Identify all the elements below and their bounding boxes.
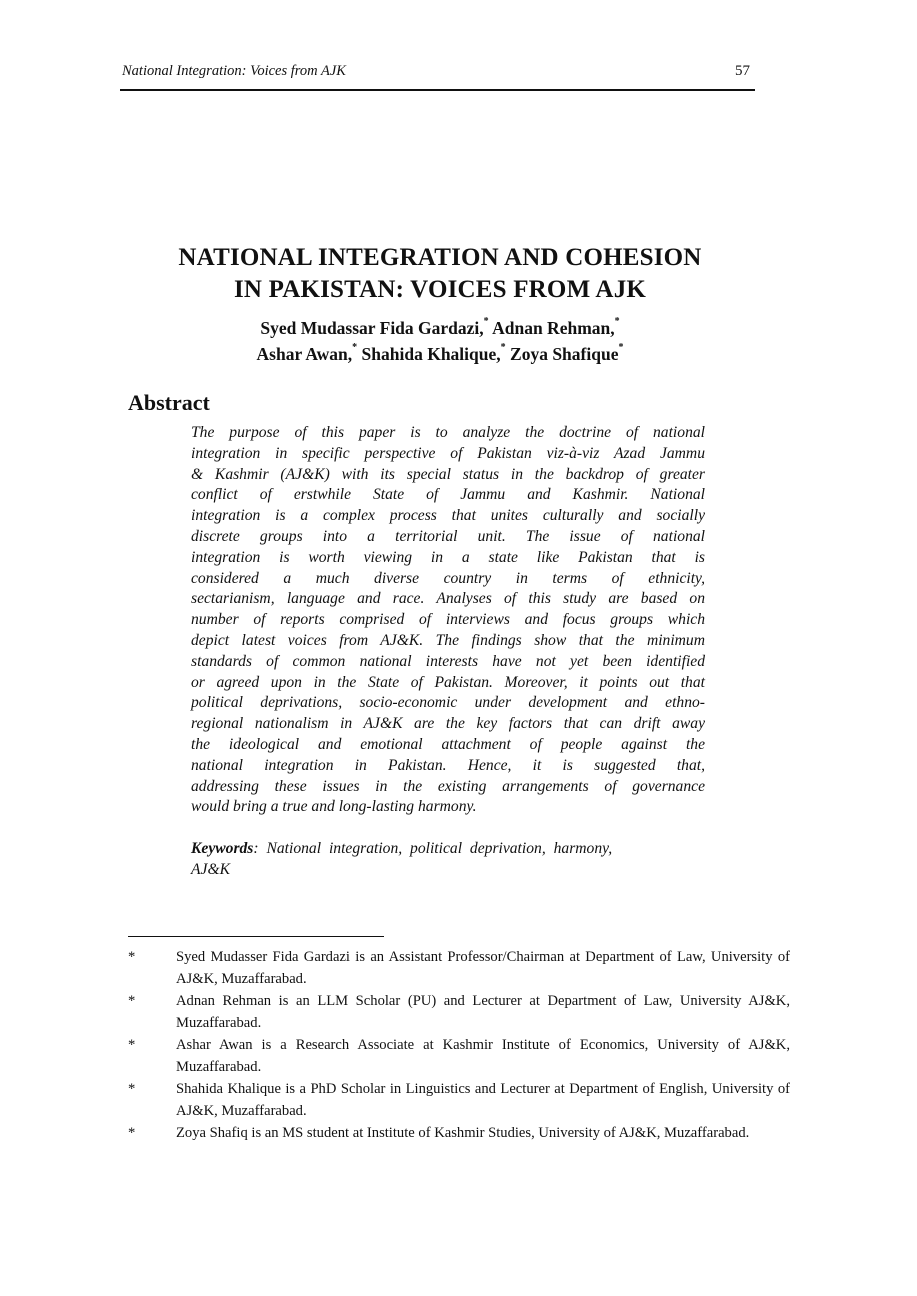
footnote-marker: * (352, 342, 358, 353)
footnote-marker: * (128, 993, 136, 1009)
author: Syed Mudassar Fida Gardazi, (260, 318, 484, 338)
footnote-text: Syed Mudasser Fida Gardazi is an Assistant Professor/Chairman at Department of Law, University of AJ&K, Muzaffarabad. (176, 949, 790, 987)
abstract-line: conflict of erstwhile State of Jammu and Kashmir. National (191, 486, 705, 504)
footnote-text: Zoya Shafiq is an MS student at Institute of Kashmir Studies, University of AJ&K, Muzaffarabad. (176, 1125, 750, 1141)
abstract-line: number of reports comprised of interviews and focus groups which (191, 611, 705, 629)
footnote-marker: * (618, 342, 624, 353)
footnote-rule (128, 936, 384, 937)
footnote-marker: * (128, 1037, 136, 1053)
footnote-marker: * (128, 949, 136, 965)
abstract-line: political deprivations, socio-economic under development and ethno- (191, 694, 705, 712)
abstract-line: The purpose of this paper is to analyze the doctrine of national (191, 424, 705, 441)
footnote-marker: * (500, 342, 506, 353)
keywords-text: : National integration, political deprivation, harmony, (253, 840, 613, 857)
footnote-marker: * (483, 316, 489, 327)
abstract-heading: Abstract (128, 390, 210, 415)
author: Adnan Rehman, (492, 318, 615, 338)
author: Shahida Khalique, (361, 344, 501, 364)
footnote-text: Ashar Awan is a Research Associate at Kashmir Institute of Economics, University of AJ&K, Muzaffarabad. (176, 1037, 790, 1075)
abstract-line: integration is worth viewing in a state like Pakistan that is (191, 548, 705, 566)
footnote-marker: * (614, 316, 620, 327)
author: Zoya Shafique (510, 344, 619, 364)
abstract-line: addressing these issues in the existing arrangements of governance (191, 777, 705, 795)
authors-line-2 (0, 344, 880, 365)
authors-line-1 (0, 318, 880, 339)
footnote-text: Shahida Khalique is a PhD Scholar in Linguistics and Lecturer at Department of English, University of AJ&K, Muzaffarabad. (176, 1081, 790, 1119)
abstract-line: integration is a complex process that unites culturally and socially (191, 507, 705, 525)
abstract-line: discrete groups into a territorial unit. The issue of national (191, 528, 705, 545)
abstract-line: national integration in Pakistan. Hence, it is suggested that, (191, 756, 705, 774)
abstract-line: the ideological and emotional attachment of people against the (191, 736, 705, 753)
abstract-line: & Kashmir (AJ&K) with its special status in the backdrop of greater (191, 465, 705, 483)
footnote-marker: * (128, 1081, 136, 1097)
abstract-line: standards of common national interests have not yet been identified (191, 652, 705, 670)
paper-title-line-2: IN PAKISTAN: VOICES FROM AJK (233, 276, 647, 303)
abstract-line: considered a much diverse country in terms of ethnicity, (191, 569, 705, 587)
author: Ashar Awan, (256, 344, 353, 364)
page-number: 57 (735, 63, 750, 79)
abstract-line: regional nationalism in AJ&K are the key factors that can drift away (191, 715, 705, 733)
abstract-line: sectarianism, language and race. Analyses of this study are based on (191, 590, 705, 608)
abstract-line: integration in specific perspective of Pakistan viz-à-viz Azad Jammu (191, 444, 705, 462)
abstract-line: depict latest voices from AJ&K. The findings show that the minimum (191, 632, 705, 649)
abstract-line: or agreed upon in the State of Pakistan. Moreover, it points out that (191, 673, 705, 691)
keywords-label: Keywords (191, 840, 254, 857)
keywords-continued: AJ&K (191, 861, 230, 878)
abstract-line: would bring a true and long-lasting harmony. (191, 798, 477, 816)
running-head: National Integration: Voices from AJK (122, 63, 346, 79)
footnote-text: Adnan Rehman is an LLM Scholar (PU) and Lecturer at Department of Law, University AJ&K, Muzaffarabad. (176, 993, 790, 1031)
paper-title-line-1: NATIONAL INTEGRATION AND COHESION (178, 244, 702, 271)
keywords (191, 838, 705, 859)
header-rule (120, 89, 755, 91)
footnote-marker: * (128, 1125, 136, 1141)
